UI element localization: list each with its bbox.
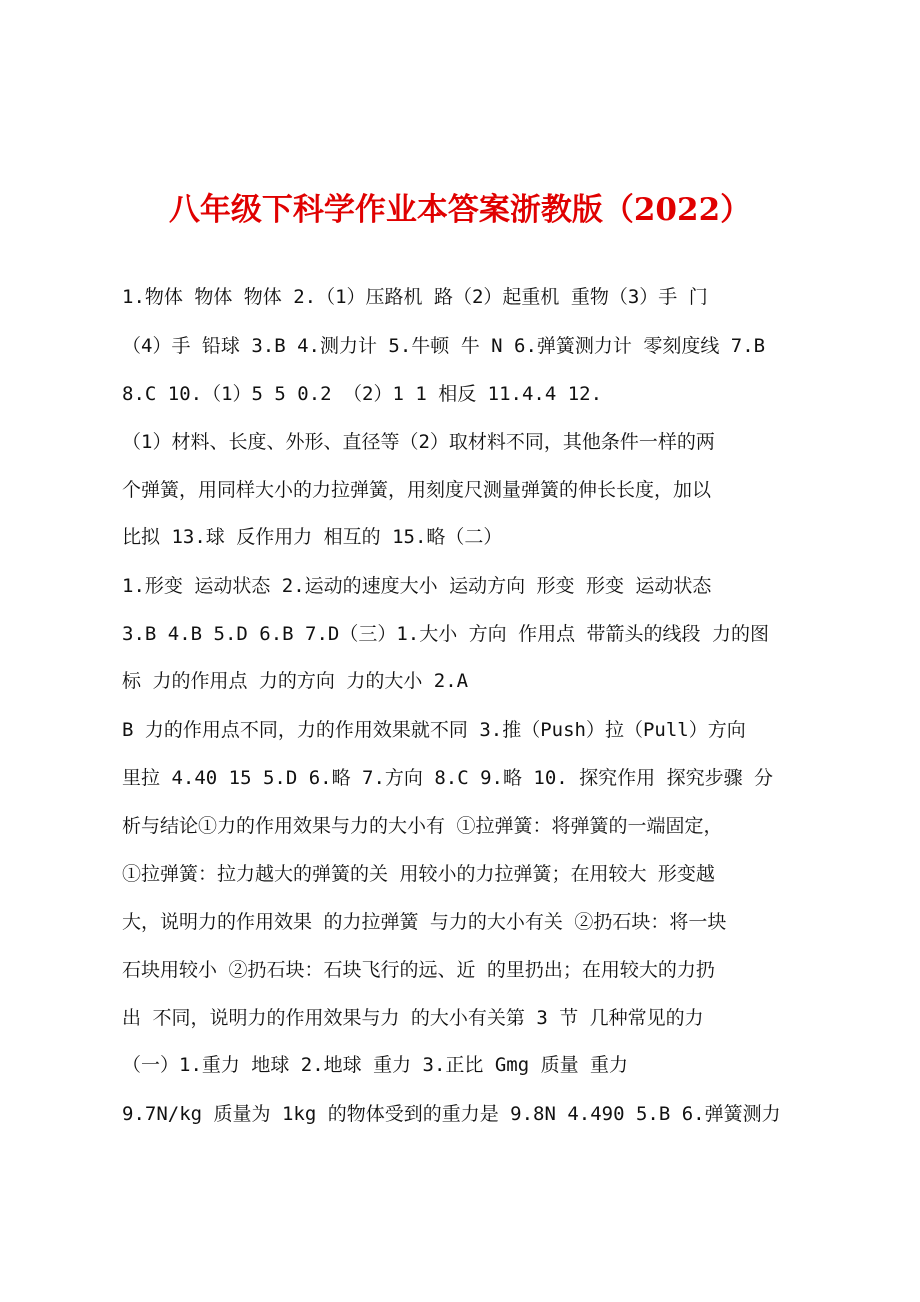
text-line: 析与结论①力的作用效果与力的大小有 ①拉弹簧：将弹簧的一端固定， [122,815,723,837]
text-line: （1）材料、长度、外形、直径等（2）取材料不同，其他条件一样的两 [122,431,715,453]
text-line: 8.C 10.（1）5 5 0.2 （2）1 1 相反 11.4.4 12. [122,383,603,405]
text-line: 出 不同，说明力的作用效果与力 的大小有关第 3 节 几种常见的力 [122,1007,704,1029]
text-line: 石块用较小 ②扔石块：石块飞行的远、近 的里扔出；在用较大的力扔 [122,959,715,981]
text-line: 大，说明力的作用效果 的力拉弹簧 与力的大小有关 ②扔石块：将一块 [122,911,727,933]
text-line: 1.形变 运动状态 2.运动的速度大小 运动方向 形变 形变 运动状态 [122,575,712,597]
text-line: 3.B 4.B 5.D 6.B 7.D（三）1.大小 方向 作用点 带箭头的线段 力的图 [122,623,769,645]
text-line: （一）1.重力 地球 2.地球 重力 3.正比 Gmg 质量 重力 [122,1054,629,1076]
text-line: （4）手 铅球 3.B 4.测力计 5.牛顿 牛 N 6.弹簧测力计 零刻度线 7.B [122,335,766,357]
text-line: B 力的作用点不同，力的作用效果就不同 3.推（Push）拉（Pull）方向 [122,719,746,741]
text-line: 里拉 4.40 15 5.D 6.略 7.方向 8.C 9.略 10. 探究作用 探究步骤 分 [122,767,774,789]
text-line: 1.物体 物体 物体 2.（1）压路机 路（2）起重机 重物（3）手 门 [122,286,708,308]
text-line: 比拟 13.球 反作用力 相互的 15.略（二） [122,526,503,548]
text-line: ①拉弹簧：拉力越大的弹簧的关 用较小的力拉弹簧；在用较大 形变越 [122,863,715,885]
document-title: 八年级下科学作业本答案浙教版（2022） [168,192,752,228]
text-line: 个弹簧，用同样大小的力拉弹簧，用刻度尺测量弹簧的伸长长度，加以 [122,479,712,501]
text-line: 9.7N/kg 质量为 1kg 的物体受到的重力是 9.8N 4.490 5.B 6.弹簧测力 [122,1103,781,1125]
text-line: 标 力的作用点 力的方向 力的大小 2.A [122,670,469,692]
